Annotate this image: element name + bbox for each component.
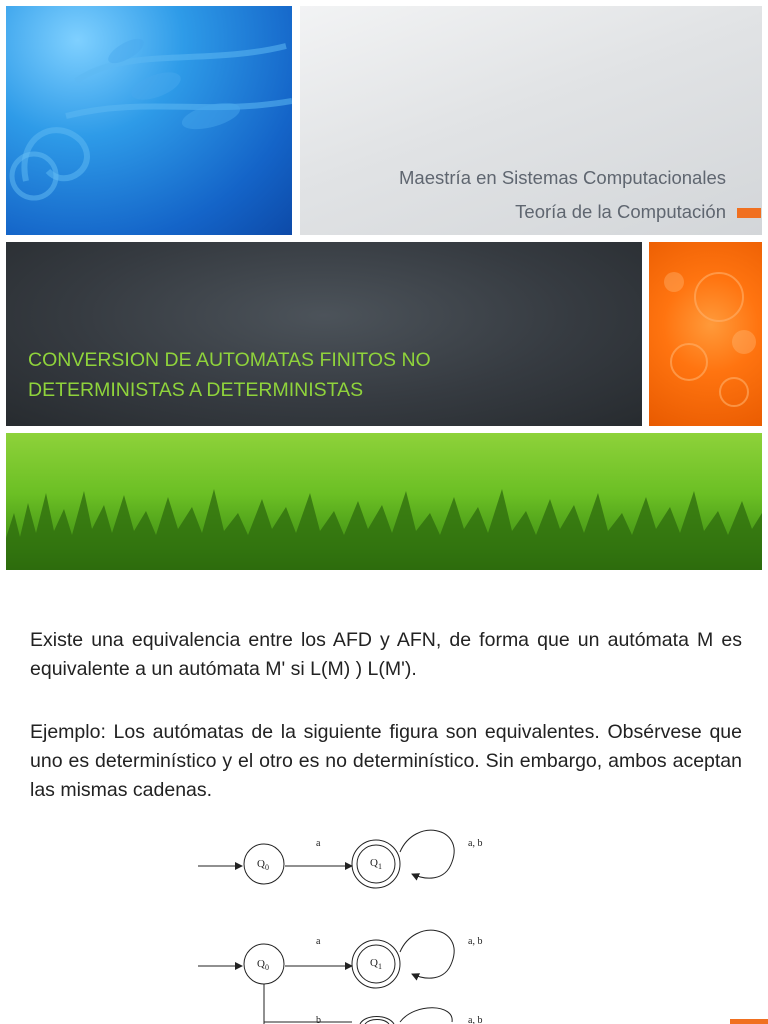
blue-decorative-panel (6, 6, 292, 235)
slide-title (28, 345, 618, 405)
automata-diagram (190, 822, 510, 1024)
state-q0-label: $Q_0$ (257, 958, 269, 972)
lower-state-outer (360, 1017, 394, 1024)
state-q1-label: $Q_1$ (370, 857, 382, 871)
slide-title-line-2: DETERMINISTAS A DETERMINISTAS (28, 379, 364, 401)
orange-accent-bar (737, 208, 761, 218)
course-subtitle: Teoría de la Computación (515, 201, 726, 222)
transition-a-label: a (316, 838, 321, 849)
swirl-decoration (6, 6, 292, 235)
paragraph-example: Ejemplo: Los autómatas de la siguiente figura son equivalentes. Obsérvese que uno es determinístico y el otro es no determinístico. Sin embargo, ambos aceptan las mismas cadenas. (30, 721, 742, 801)
orange-decorative-panel (649, 242, 762, 426)
corner-accent-bar (730, 1019, 768, 1024)
state-q1-label: $Q_1$ (370, 957, 382, 971)
loop-label: a, b (468, 838, 483, 849)
lower-state-inner (365, 1020, 389, 1024)
paragraph-equivalence: Existe una equivalencia entre los AFD y AFN, de forma que un autómata M es equivalente a un autómata M' si L(M) ) L(M'). (30, 629, 742, 680)
slide-title-line-1: CONVERSION DE AUTOMATAS FINITOS NO (28, 349, 431, 371)
state-q0-label: $Q_0$ (257, 858, 269, 872)
loop-label: a, b (468, 936, 483, 947)
bokeh-decoration (649, 242, 762, 426)
automaton-1 (198, 830, 482, 888)
lower-loop-label: a, b (468, 1015, 483, 1024)
transition-a-label: a (316, 936, 321, 947)
loop-transition (400, 830, 454, 878)
loop-transition (400, 930, 454, 978)
automaton-2 (198, 930, 482, 1024)
grass-decorative-panel (6, 433, 762, 570)
transition-b-label: b (316, 1015, 321, 1024)
program-subtitle: Maestría en Sistemas Computacionales (399, 167, 726, 188)
grass-decoration (6, 433, 762, 570)
lower-loop-transition (400, 1008, 452, 1022)
